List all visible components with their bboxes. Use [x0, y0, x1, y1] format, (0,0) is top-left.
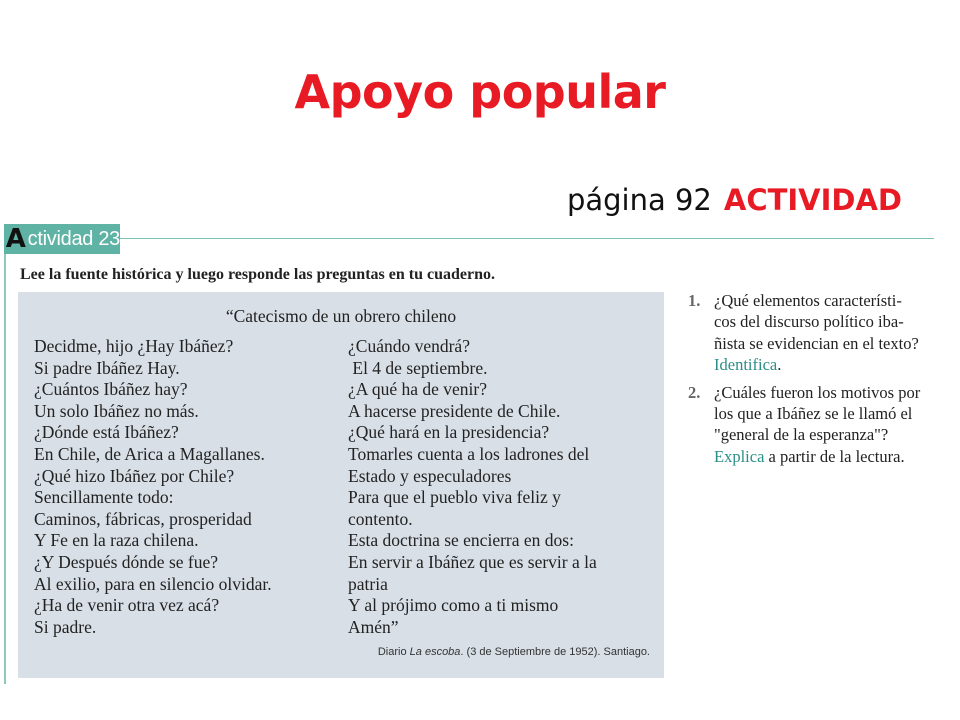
verse-line: Tomarles cuenta a los ladrones del	[348, 443, 590, 464]
verse-line: El 4 de septiembre.	[348, 357, 488, 378]
verse-line: En Chile, de Arica a Magallanes.	[34, 443, 265, 464]
source-left-column	[34, 336, 272, 638]
verse-line: ¿Qué hará en la presidencia?	[348, 422, 550, 443]
verse-line: ¿Cuándo vendrá?	[348, 336, 470, 356]
activity-tag: ACTIVIDAD	[723, 183, 902, 217]
left-margin-rule	[4, 254, 6, 684]
citation-prefix: Diario	[377, 646, 410, 658]
verse-line: ¿Y Después dónde se fue?	[34, 551, 219, 572]
verse-line: Para que el pueblo viva feliz y	[348, 487, 561, 508]
verse-line: Y al prójimo como a ti mismo	[348, 595, 559, 616]
question-item	[688, 382, 938, 468]
instruction-text: Lee la fuente histórica y luego responde las preguntas en tu cuaderno.	[20, 266, 495, 283]
verse-line: ¿Dónde está Ibáñez?	[34, 422, 179, 443]
citation-newspaper: La escoba	[409, 646, 461, 658]
verse-line: Caminos, fábricas, prosperidad	[34, 508, 252, 529]
verse-line: ¿Cuántos Ibáñez hay?	[34, 379, 188, 400]
verse-line: contento.	[348, 508, 413, 529]
verse-line: Si padre Ibáñez Hay.	[34, 357, 180, 378]
question-line: los que a Ibáñez se le llamó el	[714, 404, 913, 424]
historical-source-box	[18, 292, 664, 678]
verse-line: ¿A qué ha de venir?	[348, 379, 487, 400]
question-number: 2.	[688, 382, 701, 402]
verse-line: Sencillamente todo:	[34, 487, 174, 508]
page-title: Apoyo popular	[294, 65, 666, 119]
verse-line: Y Fe en la raza chilena.	[34, 530, 199, 551]
verse-line: En servir a Ibáñez que es servir a la	[348, 551, 597, 572]
question-line: ¿Cuáles fueron los motivos por	[714, 382, 921, 402]
activity-header	[4, 224, 120, 254]
question-line: ñista se evidencian en el texto?	[714, 333, 919, 353]
verse-line: A hacerse presidente de Chile.	[348, 400, 561, 421]
question-list	[688, 290, 938, 473]
question-verb: Identifica	[714, 355, 778, 375]
question-item	[688, 290, 938, 376]
activity-label: ctividad 23	[27, 227, 120, 250]
verse-line: ¿Qué hizo Ibáñez por Chile?	[34, 465, 235, 486]
activity-initial: A	[5, 224, 26, 254]
question-tail: a partir de la lectura.	[764, 446, 905, 466]
citation-suffix: . (3 de Septiembre de 1952). Santiago.	[460, 646, 650, 658]
verse-line: Decidme, hijo ¿Hay Ibáñez?	[34, 336, 234, 356]
question-number: 1.	[688, 291, 701, 310]
header-divider	[120, 238, 934, 239]
verse-line: Estado y especuladores	[348, 465, 512, 486]
source-citation	[378, 646, 650, 658]
page-reference	[567, 180, 902, 220]
source-title: “Catecismo de un obrero chileno	[225, 306, 457, 326]
source-right-column	[348, 336, 597, 638]
question-tail: .	[777, 355, 782, 375]
verse-line: Si padre.	[34, 616, 97, 637]
verse-line: ¿Ha de venir otra vez acá?	[34, 595, 220, 616]
question-line: cos del discurso político iba-	[714, 312, 904, 332]
page-number-text: página 92	[566, 183, 712, 217]
verse-line: Amén”	[348, 616, 399, 637]
question-line: ¿Qué elementos característi-	[714, 291, 902, 310]
question-line: "general de la esperanza"?	[714, 425, 889, 445]
question-verb: Explica	[714, 446, 765, 466]
verse-line: Un solo Ibáñez no más.	[34, 400, 199, 421]
verse-line: patria	[348, 573, 388, 594]
verse-line: Esta doctrina se encierra en dos:	[348, 530, 574, 551]
verse-line: Al exilio, para en silencio olvidar.	[34, 573, 272, 594]
